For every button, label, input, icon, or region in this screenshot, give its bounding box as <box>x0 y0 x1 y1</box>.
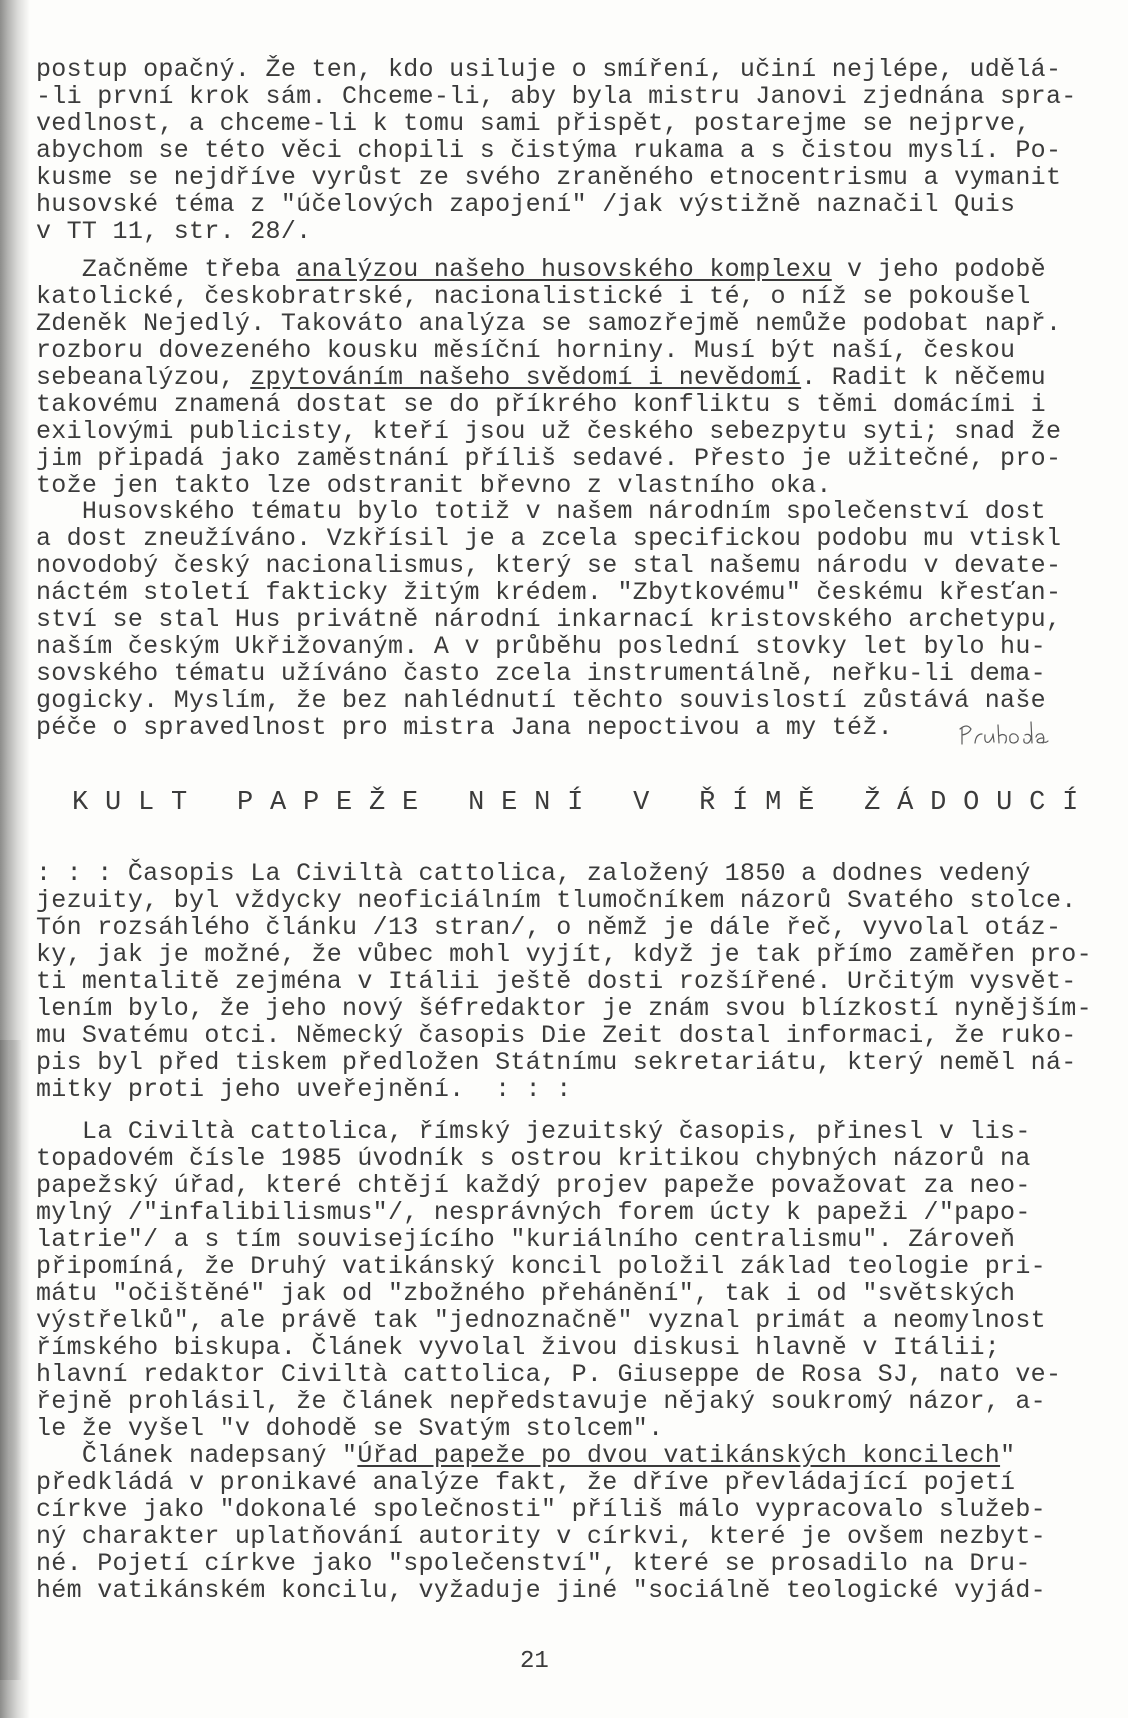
section-heading: K U L T P A P E Ž E N E N Í V Ř Í M Ě Ž Á D O U C Í <box>72 788 1079 818</box>
text-line: mu Svatému otci. Německý časopis Die Zeit dostal informaci, že ruko- <box>36 1021 1077 1050</box>
text-line: postup opačný. Že ten, kdo usiluje o smíření, učiní nejlépe, udělá- <box>36 55 1062 84</box>
text-segment: Článek nadepsaný " <box>36 1441 358 1470</box>
text-line: Tón rozsáhlého článku /13 stran/, o němž je dále řeč, vyvolal otáz- <box>36 913 1062 942</box>
text-segment: . Radit k něčemu <box>801 363 1046 392</box>
text-segment: takovému znamená dostat se do příkrého konfliktu s těmi domácími i <box>36 390 1046 419</box>
underlined-text: zpytováním našeho svědomí i nevědomí <box>250 363 802 392</box>
text-segment: Začněme třeba <box>36 255 297 284</box>
text-segment: předkládá v pronikavé analýze fakt, že dříve převládající pojetí <box>36 1468 1016 1497</box>
text-line <box>36 391 1086 418</box>
text-line: topadovém čísle 1985 úvodník s ostrou kritikou chybných názorů na <box>36 1144 1031 1173</box>
text-line <box>36 1496 1086 1523</box>
text-line: péče o spravedlnost pro mistra Jana nepoctivou a my též. <box>36 713 893 742</box>
text-line: naším českým Ukřižovaným. A v průběhu poslední stovky let bylo hu- <box>36 632 1046 661</box>
text-segment: sebeanalýzou, <box>36 363 251 392</box>
text-line: v TT 11, str. 28/. <box>36 217 312 246</box>
page-edge-shadow-dark <box>0 1040 22 1680</box>
text-line: mátu "očištěné" jak od "zbožného přehánění", tak i od "světských <box>36 1279 1016 1308</box>
text-line: pis byl před tiskem předložen Státnímu sekretariátu, který neměl ná- <box>36 1048 1077 1077</box>
text-line: sovského tématu užíváno často zcela instrumentálně, neřku-li dema- <box>36 659 1046 688</box>
text-line: kusme se nejdříve vyrůst ze svého zraněného etnocentrismu a vymanit <box>36 163 1062 192</box>
text-line: -li první krok sám. Chceme-li, aby byla mistru Janovi zjednána spra- <box>36 82 1077 111</box>
paragraph-4 <box>36 859 1092 1104</box>
text-line <box>36 1577 1086 1604</box>
text-line: ství se stal Hus privátně národní inkarnací kristovského archetypu, <box>36 605 1062 634</box>
text-segment: jim připadá jako zaměstnání příliš sedavé. Přesto je užitečné, pro- <box>36 444 1062 473</box>
text-segment: tože jen takto lze odstranit břevno z vlastního oka. <box>36 471 832 500</box>
text-segment: " <box>1000 1441 1016 1470</box>
text-segment: Zdeněk Nejedlý. Takováto analýza se samozřejmě nemůže podobat např. <box>36 309 1062 338</box>
text-line <box>36 283 1086 310</box>
text-segment: né. Pojetí církve jako "společenství", které se prosadilo na Dru- <box>36 1549 1031 1578</box>
text-line <box>36 418 1086 445</box>
text-line: : : : Časopis La Civiltà cattolica, založený 1850 a dodnes vedený <box>36 859 1031 888</box>
handwritten-signature <box>958 714 1050 748</box>
text-line: mitky proti jeho uveřejnění. : : : <box>36 1075 572 1104</box>
text-line: lením bylo, že jeho nový šéfredaktor je znám svou blízkostí nynějším- <box>36 994 1092 1023</box>
page-number: 21 <box>520 1648 549 1675</box>
text-segment: hém vatikánském koncilu, vyžaduje jiné "sociálně teologické vyjád- <box>36 1576 1046 1605</box>
text-line: a dost zneužíváno. Vzkřísil je a zcela specifickou podobu mu vtiskl <box>36 524 1062 553</box>
text-line: abychom se této věci chopili s čistýma rukama a s čistou myslí. Po- <box>36 136 1062 165</box>
text-segment: církve jako "dokonalé společnosti" příliš málo vypracovalo služeb- <box>36 1495 1046 1524</box>
text-line: náctém století fakticky žitým krédem. "Zbytkovému" českému křesťan- <box>36 578 1062 607</box>
text-line: novodobý český nacionalismus, který se stal našemu národu v devate- <box>36 551 1062 580</box>
paragraph-5 <box>36 1118 1086 1442</box>
text-line <box>36 1550 1086 1577</box>
text-line <box>36 364 1086 391</box>
text-line: La Civiltà cattolica, římský jezuitský časopis, přinesl v lis- <box>36 1117 1031 1146</box>
underlined-text: Úřad papeže po dvou vatikánských koncilech <box>357 1441 1001 1470</box>
paragraph-3 <box>36 498 1086 741</box>
text-line: mylný /"infalibilismus"/, nesprávných forem úcty k papeži /"papo- <box>36 1198 1031 1227</box>
text-line: jezuity, byl vždycky neoficiálním tlumočníkem názorů Svatého stolce. <box>36 886 1077 915</box>
text-line <box>36 472 1086 499</box>
text-line: Husovského tématu bylo totiž v našem národním společenství dost <box>36 497 1046 526</box>
text-line: ti mentalitě zejména v Itálii ještě dosti rozšířené. Určitým vysvět- <box>36 967 1077 996</box>
underlined-text: analýzou našeho husovského komplexu <box>296 255 832 284</box>
text-line: ky, jak je možné, že vůbec mohl vyjít, když je tak přímo zaměřen pro- <box>36 940 1092 969</box>
text-line <box>36 445 1086 472</box>
text-line: papežský úřad, které chtějí každý projev papeže považovat za neo- <box>36 1171 1031 1200</box>
text-line: římského biskupa. Článek vyvolal živou diskusi hlavně v Itálii; <box>36 1333 1001 1362</box>
text-segment: katolické, českobratrské, nacionalistické i té, o níž se pokoušel <box>36 282 1031 311</box>
text-line: vedlnost, a chceme-li k tomu sami přispět, postarejme se nejprve, <box>36 109 1031 138</box>
text-line: připomíná, že Druhý vatikánský koncil položil základ teologie pri- <box>36 1252 1046 1281</box>
text-line: gogicky. Myslím, že bez nahlédnutí těchto souvislostí zůstává naše <box>36 686 1046 715</box>
text-line: výstřelků", ale právě tak "jednoznačně" vyznal primát a neomylnost <box>36 1306 1046 1335</box>
text-line <box>36 337 1086 364</box>
paragraph-6 <box>36 1442 1086 1604</box>
text-segment: exilovými publicisty, kteří jsou už českého sebezpytu syti; snad že <box>36 417 1062 446</box>
paragraph-2 <box>36 256 1086 499</box>
text-line: latrie"/ a s tím souvisejícího "kuriálního centralismu". Zároveň <box>36 1225 1016 1254</box>
text-line <box>36 1442 1086 1469</box>
text-line <box>36 256 1086 283</box>
text-line: le že vyšel "v dohodě se Svatým stolcem". <box>36 1414 664 1443</box>
text-line: řejně prohlásil, že článek nepředstavuje nějaký soukromý názor, a- <box>36 1387 1046 1416</box>
text-line: husovské téma z "účelových zapojení" /jak výstižně naznačil Quis <box>36 190 1016 219</box>
text-segment: ný charakter uplatňování autority v církvi, které je ovšem nezbyt- <box>36 1522 1046 1551</box>
text-segment: rozboru dovezeného kousku měsíční horniny. Musí být naší, českou <box>36 336 1016 365</box>
text-line: hlavní redaktor Civiltà cattolica, P. Giuseppe de Rosa SJ, nato ve- <box>36 1360 1062 1389</box>
text-line <box>36 310 1086 337</box>
paragraph-1 <box>36 56 1086 245</box>
text-line <box>36 1523 1086 1550</box>
text-line <box>36 1469 1086 1496</box>
text-segment: v jeho podobě <box>831 255 1046 284</box>
